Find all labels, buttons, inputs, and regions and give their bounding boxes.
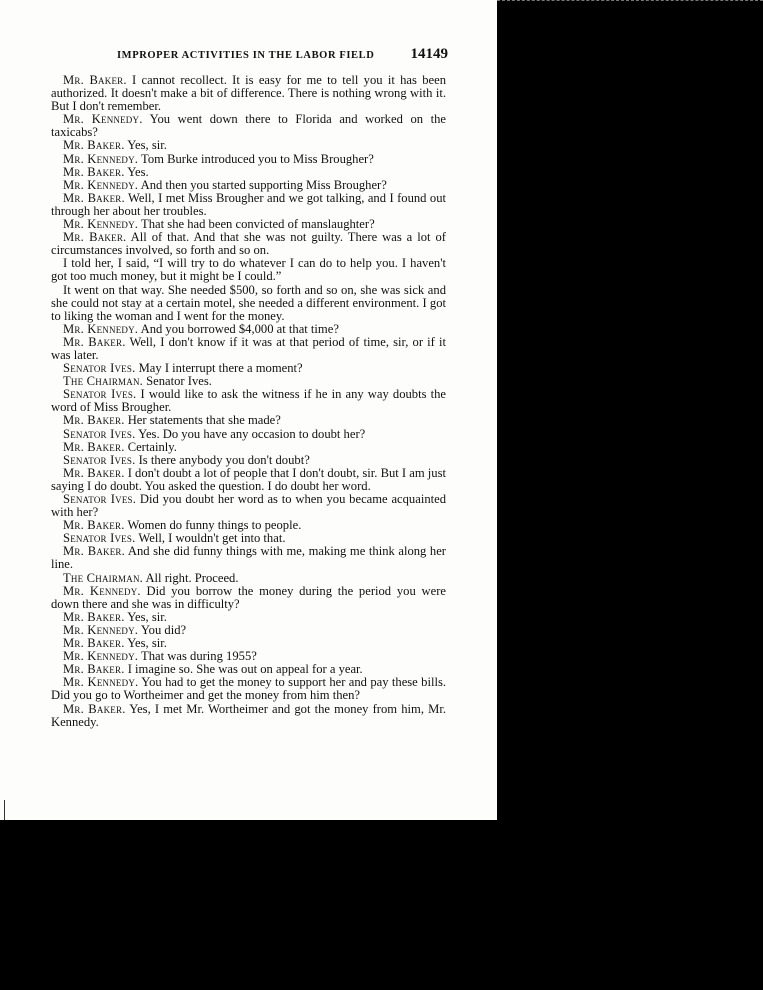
- paragraph-text: All right. Proceed.: [143, 570, 239, 585]
- paragraph-text: Women do funny things to people.: [124, 518, 302, 533]
- transcript-paragraph: [51, 467, 446, 493]
- paragraph-text: Yes, sir.: [124, 609, 167, 624]
- paragraph-text: That she had been convicted of manslaughter?: [138, 217, 375, 232]
- paragraph-text: Senator Ives.: [143, 374, 212, 389]
- speaker-name: Mr. Baker.: [63, 334, 126, 349]
- speaker-name: Senator Ives.: [63, 452, 136, 467]
- paragraph-text: Tom Burke introduced you to Miss Brougher?: [138, 151, 374, 166]
- speaker-name: Mr. Kennedy.: [63, 649, 139, 664]
- speaker-name: Mr. Baker.: [63, 190, 125, 205]
- speaker-name: Mr. Baker.: [63, 413, 125, 428]
- running-head: [112, 46, 448, 66]
- speaker-name: Mr. Kennedy.: [63, 151, 139, 166]
- transcript-body: [51, 74, 446, 729]
- running-head-title: IMPROPER ACTIVITIES IN THE LABOR FIELD: [117, 50, 375, 61]
- paragraph-text: Well, I wouldn't get into that.: [135, 531, 286, 546]
- speaker-name: Mr. Kennedy.: [63, 622, 139, 637]
- speaker-name: Mr. Baker.: [63, 465, 125, 480]
- transcript-paragraph: [51, 284, 446, 323]
- transcript-paragraph: [51, 388, 446, 414]
- speaker-name: The Chairman.: [63, 374, 143, 389]
- transcript-paragraph: [51, 676, 446, 702]
- speaker-name: Senator Ives.: [63, 387, 137, 402]
- paragraph-text: I don't doubt a lot of people that I don't doubt, sir. But I am just saying I do doubt. You asked the question. I do doubt her word.: [51, 465, 446, 493]
- paragraph-text: It went on that way. She needed $500, so forth and so on, she was sick and she could not stay at a certain motel, she needed a different environment. I got to liking the woman and I went for the money.: [51, 282, 446, 323]
- paragraph-text: Yes.: [124, 164, 149, 179]
- paragraph-text: All of that. And that she was not guilty. There was a lot of circumstances involved, so forth and so on.: [51, 230, 446, 258]
- transcript-paragraph: [51, 493, 446, 519]
- paragraph-text: You did?: [138, 622, 187, 637]
- speaker-name: Senator Ives.: [63, 531, 136, 546]
- speaker-name: Mr. Kennedy.: [63, 321, 139, 336]
- speaker-name: Mr. Baker.: [63, 609, 125, 624]
- transcript-paragraph: [51, 703, 446, 729]
- paragraph-text: Did you borrow the money during the period you were down there and she was in difficulty?: [51, 583, 446, 611]
- paragraph-text: Yes, sir.: [124, 636, 167, 651]
- paragraph-text: You went down there to Florida and worked on the taxicabs?: [51, 112, 446, 140]
- paragraph-text: And you borrowed $4,000 at that time?: [138, 321, 339, 336]
- paragraph-text: I told her, I said, “I will try to do whatever I can do to help you. I haven't got too much money, but it might be I could.”: [51, 256, 446, 284]
- paragraph-text: And she did funny things with me, making me think along her line.: [51, 544, 447, 572]
- speaker-name: The Chairman.: [63, 570, 143, 585]
- paragraph-text: That was during 1955?: [138, 649, 257, 664]
- transcript-paragraph: [51, 545, 446, 571]
- page-number: 14149: [410, 46, 448, 62]
- speaker-name: Mr. Baker.: [63, 164, 125, 179]
- speaker-name: Senator Ives.: [63, 361, 136, 376]
- speaker-name: Senator Ives.: [63, 492, 137, 506]
- scan-background-right: [497, 6, 763, 990]
- paragraph-text: Yes. Do you have any occasion to doubt her?: [135, 426, 366, 441]
- transcript-paragraph: [51, 192, 446, 218]
- paragraph-text: Well, I don't know if it was at that period of time, sir, or if it was later.: [51, 334, 446, 362]
- speaker-name: Senator Ives.: [63, 426, 136, 441]
- speaker-name: Mr. Kennedy.: [63, 675, 139, 690]
- paragraph-text: Well, I met Miss Brougher and we got talking, and I found out through her about her troubles.: [51, 190, 446, 218]
- paragraph-text: Her statements that she made?: [124, 413, 281, 428]
- paragraph-text: May I interrupt there a moment?: [135, 361, 303, 376]
- paragraph-text: Yes, sir.: [124, 138, 167, 153]
- speaker-name: Mr. Baker.: [63, 230, 127, 245]
- paragraph-text: I imagine so. She was out on appeal for a year.: [124, 662, 363, 677]
- speaker-name: Mr. Baker.: [63, 636, 125, 651]
- transcript-paragraph: [51, 585, 446, 611]
- paragraph-text: I would like to ask the witness if he in any way doubts the word of Miss Brougher.: [51, 387, 447, 415]
- speaker-name: Mr. Kennedy.: [63, 583, 141, 598]
- speaker-name: Mr. Kennedy.: [63, 177, 139, 192]
- speaker-name: Mr. Baker.: [63, 518, 125, 533]
- transcript-paragraph: [51, 74, 446, 113]
- speaker-name: Mr. Kennedy.: [63, 112, 143, 127]
- paragraph-text: And then you started supporting Miss Brougher?: [138, 177, 387, 192]
- paragraph-text: Certainly.: [124, 439, 177, 454]
- paragraph-text: I cannot recollect. It is easy for me to tell you it has been authorized. It doesn't make a bit of difference. There is nothing wrong with it. But I don't remember.: [51, 73, 446, 114]
- speaker-name: Mr. Baker.: [63, 701, 126, 716]
- scan-margin-mark: [4, 800, 5, 820]
- speaker-name: Mr. Baker.: [63, 662, 125, 677]
- transcript-paragraph: [51, 257, 446, 283]
- transcript-paragraph: [51, 113, 446, 139]
- paragraph-text: Is there anybody you don't doubt?: [135, 452, 310, 467]
- transcript-paragraph: [51, 336, 446, 362]
- transcript-paragraph: [51, 231, 446, 257]
- scan-background-bottom: [0, 820, 497, 990]
- speaker-name: Mr. Baker.: [63, 439, 125, 454]
- paragraph-text: Did you doubt her word as to when you became acquainted with her?: [51, 492, 447, 520]
- paragraph-text: Yes, I met Mr. Wortheimer and got the money from him, Mr. Kennedy.: [51, 701, 446, 729]
- speaker-name: Mr. Baker.: [63, 544, 125, 559]
- speaker-name: Mr. Kennedy.: [63, 217, 139, 232]
- speaker-name: Mr. Baker.: [63, 138, 125, 153]
- paragraph-text: You had to get the money to support her and pay these bills. Did you go to Wortheimer and get the money from him then?: [51, 675, 446, 703]
- speaker-name: Mr. Baker.: [63, 73, 127, 87]
